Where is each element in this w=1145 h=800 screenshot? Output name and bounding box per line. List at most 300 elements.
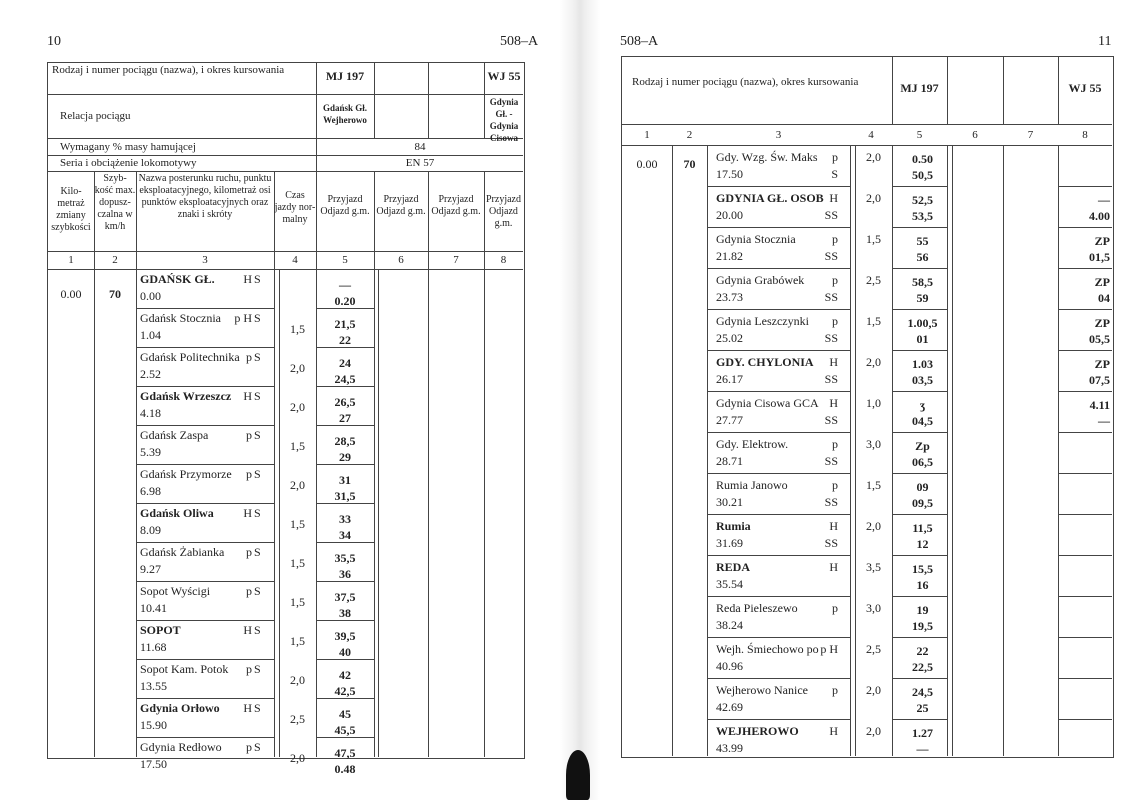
station-name: Gdańsk Wrzeszcz xyxy=(140,389,232,403)
rule-line xyxy=(1058,473,1112,474)
station-mark: p xyxy=(246,428,252,442)
station-name: Wejh. Śmiechowo po xyxy=(716,642,819,656)
station-suffix: S xyxy=(254,740,261,754)
station-km: 17.50 xyxy=(716,167,743,181)
station-km: 6.98 xyxy=(140,484,161,498)
station-mark: H xyxy=(243,389,252,403)
departure-time: 03,5 xyxy=(912,373,933,387)
rule-line xyxy=(707,719,850,720)
rule-line xyxy=(48,94,523,95)
station-km: 43.99 xyxy=(716,741,743,755)
rule-line xyxy=(707,391,850,392)
run-time: 2,0 xyxy=(866,355,881,369)
rule-line xyxy=(316,581,374,582)
station-name: Sopot Kam. Potok xyxy=(140,662,229,676)
rule-line xyxy=(850,145,851,756)
run-time: 2,5 xyxy=(866,642,881,656)
ink-blot xyxy=(566,750,590,800)
departure-time: 29 xyxy=(339,450,351,464)
col-number: 8 xyxy=(500,254,507,266)
train1-number: MJ 197 xyxy=(325,69,365,83)
rule-line xyxy=(892,514,947,515)
arrival-time: 45 xyxy=(339,707,351,721)
station-suffix: S xyxy=(254,467,261,481)
book-gutter xyxy=(560,0,600,800)
departure-time: 40 xyxy=(339,645,351,659)
train2-relation: Gdynia Gł. - Gdynia Cisowa xyxy=(489,97,519,143)
run-time: 1,5 xyxy=(290,595,305,609)
col-number: 3 xyxy=(775,129,782,141)
arrival-time: 22 xyxy=(916,644,929,658)
rule-line xyxy=(1058,432,1112,433)
station-name: Rumia Janowo xyxy=(716,478,788,492)
run-time: 3,0 xyxy=(866,437,881,451)
run-time: 1,5 xyxy=(866,314,881,328)
rule-line xyxy=(1058,268,1112,269)
left-page-number: 10 xyxy=(47,34,61,49)
arrival-time: 24 xyxy=(339,356,351,370)
station-km: 26.17 xyxy=(716,372,743,386)
station-mark: H xyxy=(243,272,252,286)
col-number: 1 xyxy=(68,254,74,266)
rule-line xyxy=(316,386,374,387)
departure-time: 24,5 xyxy=(334,372,356,386)
rule-line xyxy=(136,620,274,621)
station-km: 20.00 xyxy=(716,208,743,222)
departure-time: 04,5 xyxy=(912,414,933,428)
station-suffix: S xyxy=(254,272,261,286)
rule-line xyxy=(707,227,850,228)
station-suffix: S xyxy=(254,623,261,637)
rule-line xyxy=(1058,719,1112,720)
col-arrival-departure-header: Przyjazd Odjazd g.m. xyxy=(376,194,426,217)
departure-time: 38 xyxy=(339,606,351,620)
station-km: 25.02 xyxy=(716,331,743,345)
station-km: 2.52 xyxy=(140,367,161,381)
run-time: 2,5 xyxy=(866,273,881,287)
departure-time: 01 xyxy=(916,332,929,346)
col-number: 8 xyxy=(1082,129,1088,141)
col-speed-header: Szyb- kość max. dopusz- czalna w km/h xyxy=(94,173,136,232)
station-suffix: S xyxy=(254,545,261,559)
station-mark: p xyxy=(246,350,252,364)
departure-time: 16 xyxy=(916,578,929,592)
rule-line xyxy=(892,227,947,228)
rule-line xyxy=(892,555,947,556)
arrival-time: 1.03 xyxy=(912,357,933,371)
station-suffix: SS xyxy=(824,331,838,345)
run-time: 2,0 xyxy=(290,361,305,375)
rule-line xyxy=(48,155,523,156)
departure-time: — xyxy=(916,742,929,756)
rule-line xyxy=(136,425,274,426)
station-mark: p xyxy=(246,467,252,481)
station-name: Gdynia Grabówek xyxy=(716,273,805,287)
rule-line xyxy=(374,62,375,138)
station-name: SOPOT xyxy=(140,623,181,637)
rule-line xyxy=(136,581,274,582)
station-km: 35.54 xyxy=(716,577,743,591)
col-number: 6 xyxy=(972,129,978,141)
rule-line xyxy=(1058,678,1112,679)
col-name-header: Nazwa posterunku ruchu, punktu eksploatacyjnego, kilometraż osi punktów eksploatacyjnych oraz znaki i skróty xyxy=(138,173,272,220)
run-time: 2,0 xyxy=(290,751,305,765)
station-name: Gdynia Orłowo xyxy=(140,701,220,715)
rule-line xyxy=(1058,350,1112,351)
km-start: 0.00 xyxy=(60,287,82,301)
station-km: 31.69 xyxy=(716,536,743,550)
rule-line xyxy=(707,309,850,310)
arrival-time-train2: ZP xyxy=(1094,316,1110,330)
run-time: 2,0 xyxy=(866,724,881,738)
rule-line xyxy=(48,171,523,172)
station-mark: p H xyxy=(234,311,252,325)
station-mark: p xyxy=(832,273,838,287)
departure-time: 36 xyxy=(339,567,351,581)
rodzaj-label: Rodzaj i numer pociągu (nazwa), okres kursowania xyxy=(632,76,859,88)
arrival-time-train2: ZP xyxy=(1094,234,1110,248)
arrival-time-train2: — xyxy=(1098,193,1110,207)
rule-line xyxy=(136,503,274,504)
station-suffix: S xyxy=(831,167,838,181)
departure-time: 50,5 xyxy=(912,168,933,182)
station-suffix: S xyxy=(254,311,261,325)
rule-line xyxy=(952,145,953,756)
departure-time: 53,5 xyxy=(912,209,933,223)
rule-line xyxy=(892,637,947,638)
rule-line xyxy=(136,386,274,387)
arrival-time: 33 xyxy=(339,512,351,526)
rule-line xyxy=(892,268,947,269)
departure-time: 56 xyxy=(916,250,929,264)
run-time: 2,0 xyxy=(866,519,881,533)
station-suffix: S xyxy=(254,350,261,364)
rule-line xyxy=(316,464,374,465)
station-name: REDA xyxy=(716,560,751,574)
rule-line xyxy=(316,737,374,738)
right-page-number: 11 xyxy=(1098,34,1112,49)
seria-label: Seria i obciążenie lokomotywy xyxy=(60,157,197,169)
station-mark: H xyxy=(829,519,838,533)
rule-line xyxy=(892,473,947,474)
col-number: 5 xyxy=(342,254,348,266)
rule-line xyxy=(136,698,274,699)
train2-number: WJ 55 xyxy=(487,69,521,83)
station-km: 11.68 xyxy=(140,640,167,654)
station-suffix: S xyxy=(254,428,261,442)
departure-time: 12 xyxy=(916,537,929,551)
arrival-time: 55 xyxy=(916,234,929,248)
col-arrival-departure-header: Przyjazd Odjazd g.m. xyxy=(431,194,481,217)
arrival-time-train2: 4.11 xyxy=(1089,398,1110,412)
rule-line xyxy=(892,432,947,433)
arrival-time: 19 xyxy=(916,603,929,617)
run-time: 1,5 xyxy=(290,439,305,453)
departure-time: 22 xyxy=(339,333,351,347)
col-number: 4 xyxy=(292,254,298,266)
km-start: 0.00 xyxy=(636,157,658,171)
station-km: 38.24 xyxy=(716,618,743,632)
run-time: 1,5 xyxy=(866,478,881,492)
rule-line xyxy=(316,425,374,426)
station-name: WEJHEROWO xyxy=(716,724,799,738)
station-name: Gdańsk Politechnika xyxy=(140,350,240,364)
speed-limit: 70 xyxy=(109,287,121,301)
departure-time: 09,5 xyxy=(912,496,933,510)
station-name: Gdynia Redłowo xyxy=(140,740,222,754)
rule-line xyxy=(707,473,850,474)
rule-line xyxy=(707,555,850,556)
station-mark: H xyxy=(829,355,838,369)
station-suffix: SS xyxy=(824,208,838,222)
rule-line xyxy=(136,347,274,348)
arrival-time: 0.50 xyxy=(912,152,933,166)
departure-time: 22,5 xyxy=(912,660,933,674)
station-suffix: SS xyxy=(824,290,838,304)
departure-time-train2: 05,5 xyxy=(1089,332,1110,346)
station-name: GDAŃSK GŁ. xyxy=(140,272,215,286)
station-suffix: S xyxy=(254,506,261,520)
station-suffix: SS xyxy=(824,536,838,550)
station-name: Gdańsk Stocznia xyxy=(140,311,221,325)
rule-line xyxy=(707,432,850,433)
left-doc-code: 508–A xyxy=(500,34,539,49)
station-mark: H xyxy=(243,701,252,715)
run-time: 1,5 xyxy=(290,634,305,648)
col-arrival-departure-header: Przyjazd Odjazd g.m. xyxy=(320,194,370,217)
arrival-time: Zp xyxy=(915,439,930,453)
run-time: 1,0 xyxy=(866,396,881,410)
rule-line xyxy=(707,186,850,187)
departure-time: 19,5 xyxy=(912,619,933,633)
station-suffix: SS xyxy=(824,495,838,509)
station-mark: H xyxy=(829,560,838,574)
rule-line xyxy=(136,464,274,465)
station-mark: p xyxy=(832,232,838,246)
rule-line xyxy=(672,145,673,756)
arrival-time: 21,5 xyxy=(334,317,356,331)
col-km-header: Kilo- metraż zmiany szybkości xyxy=(51,186,91,233)
station-km: 21.82 xyxy=(716,249,743,263)
rule-line xyxy=(622,145,1112,146)
rule-line xyxy=(892,350,947,351)
rule-line xyxy=(1003,145,1004,756)
rule-line xyxy=(892,391,947,392)
departure-time: 31,5 xyxy=(334,489,356,503)
station-km: 15.90 xyxy=(140,718,167,732)
rule-line xyxy=(947,145,948,756)
station-mark: p xyxy=(832,601,838,615)
station-name: Gdy. Wzg. Św. Maks xyxy=(716,150,818,164)
arrival-time: 35,5 xyxy=(334,551,356,565)
station-mark: p xyxy=(832,314,838,328)
col-number: 2 xyxy=(686,129,693,141)
departure-time: 42,5 xyxy=(334,684,356,698)
rodzaj-label: Rodzaj i numer pociągu (nazwa), i okres kursowania xyxy=(52,64,285,76)
rule-line xyxy=(892,678,947,679)
station-suffix: S xyxy=(254,389,261,403)
station-km: 17.50 xyxy=(140,757,167,771)
rule-line xyxy=(48,251,523,252)
station-mark: p xyxy=(246,584,252,598)
run-time: 1,5 xyxy=(290,322,305,336)
rule-line xyxy=(316,698,374,699)
arrival-time: 37,5 xyxy=(334,590,356,604)
run-time: 2,0 xyxy=(290,400,305,414)
departure-time: 45,5 xyxy=(334,723,356,737)
wymagany-value: 84 xyxy=(414,141,426,153)
station-suffix: SS xyxy=(824,454,838,468)
seria-value: EN 57 xyxy=(405,157,435,169)
rule-line xyxy=(316,542,374,543)
station-mark: H xyxy=(243,506,252,520)
station-name: GDY. CHYLONIA xyxy=(716,355,814,369)
wymagany-label: Wymagany % masy hamującej xyxy=(60,141,196,153)
station-km: 4.18 xyxy=(140,406,161,420)
right-doc-code: 508–A xyxy=(620,34,659,49)
arrival-time: 52,5 xyxy=(912,193,933,207)
train1-number: MJ 197 xyxy=(900,81,939,95)
station-km: 27.77 xyxy=(716,413,743,427)
station-mark: H xyxy=(829,191,838,205)
station-name: Gdynia Cisowa GCA xyxy=(716,396,819,410)
station-mark: p xyxy=(832,150,838,164)
arrival-time: 1.00,5 xyxy=(907,316,938,330)
station-name: Gdynia Leszczynki xyxy=(716,314,809,328)
station-name: Reda Pieleszewo xyxy=(716,601,798,615)
col-number: 7 xyxy=(1027,129,1034,141)
rule-line xyxy=(48,138,523,139)
rule-line xyxy=(428,62,429,138)
station-km: 23.73 xyxy=(716,290,743,304)
departure-time: 59 xyxy=(916,291,929,305)
station-mark: H xyxy=(829,724,838,738)
arrival-time: 58,5 xyxy=(912,275,933,289)
rule-line xyxy=(316,659,374,660)
col-arrival-departure-header: Przyjazd Odjazd g.m. xyxy=(486,194,521,229)
rule-line xyxy=(1058,227,1112,228)
departure-time-train2: 01,5 xyxy=(1089,250,1110,264)
rule-line xyxy=(316,347,374,348)
rule-line xyxy=(707,637,850,638)
rule-line xyxy=(707,268,850,269)
run-time: 1,5 xyxy=(290,556,305,570)
arrival-time: 28,5 xyxy=(334,434,356,448)
rule-line xyxy=(136,308,274,309)
arrival-time-train2: ZP xyxy=(1094,357,1110,371)
station-mark: p H xyxy=(820,642,838,656)
run-time: 2,0 xyxy=(866,191,881,205)
arrival-time: 24,5 xyxy=(912,685,933,699)
station-name: Gdańsk Zaspa xyxy=(140,428,209,442)
arrival-time: — xyxy=(339,278,351,292)
rule-line xyxy=(707,678,850,679)
col-number: 1 xyxy=(644,129,650,141)
station-mark: p xyxy=(832,437,838,451)
train2-number: WJ 55 xyxy=(1068,81,1102,95)
arrival-time: 31 xyxy=(339,473,351,487)
rule-line xyxy=(892,309,947,310)
col-number: 4 xyxy=(868,129,874,141)
arrival-time: ʒ xyxy=(919,398,926,412)
station-name: GDYNIA GŁ. OSOB xyxy=(716,191,824,205)
col-number: 5 xyxy=(916,129,923,141)
departure-time-train2: 04 xyxy=(1098,291,1110,305)
rule-line xyxy=(622,124,1112,125)
rule-line xyxy=(1058,514,1112,515)
station-name: Sopot Wyścigi xyxy=(140,584,211,598)
departure-time: 06,5 xyxy=(912,455,933,469)
station-name: Gdańsk Żabianka xyxy=(140,545,225,559)
station-name: Gdańsk Oliwa xyxy=(140,506,214,520)
station-km: 9.27 xyxy=(140,562,161,576)
rule-line xyxy=(136,737,274,738)
arrival-time-train2: ZP xyxy=(1094,275,1110,289)
station-km: 30.21 xyxy=(716,495,743,509)
station-suffix: SS xyxy=(824,372,838,386)
rule-line xyxy=(947,56,948,124)
departure-time: 0.20 xyxy=(334,294,356,308)
station-name: Gdy. Elektrow. xyxy=(716,437,789,451)
station-mark: p xyxy=(246,662,252,676)
arrival-time: 26,5 xyxy=(334,395,356,409)
rule-line xyxy=(1058,596,1112,597)
run-time: 2,0 xyxy=(290,478,305,492)
rule-line xyxy=(892,719,947,720)
station-km: 1.04 xyxy=(140,328,161,342)
station-mark: p xyxy=(246,545,252,559)
rule-line xyxy=(1058,391,1112,392)
station-km: 0.00 xyxy=(140,289,161,303)
arrival-time: 42 xyxy=(339,668,351,682)
run-time: 2,0 xyxy=(866,150,881,164)
station-km: 42.69 xyxy=(716,700,743,714)
station-name: Gdańsk Przymorze xyxy=(140,467,232,481)
rule-line xyxy=(316,503,374,504)
departure-time-train2: 4.00 xyxy=(1089,209,1110,223)
rule-line xyxy=(1058,145,1059,756)
run-time: 1,5 xyxy=(866,232,881,246)
arrival-time: 11,5 xyxy=(912,521,933,535)
arrival-time: 15,5 xyxy=(912,562,933,576)
relacja-label: Relacja pociągu xyxy=(60,110,131,122)
station-mark: p xyxy=(246,740,252,754)
col-number: 6 xyxy=(398,254,404,266)
arrival-time: 39,5 xyxy=(334,629,356,643)
rule-line xyxy=(378,269,379,757)
departure-time: 25 xyxy=(916,701,929,715)
rule-line xyxy=(707,350,850,351)
arrival-time: 47,5 xyxy=(334,746,356,760)
rule-line xyxy=(707,514,850,515)
station-km: 13.55 xyxy=(140,679,167,693)
departure-time-train2: 07,5 xyxy=(1089,373,1110,387)
rule-line xyxy=(316,308,374,309)
rule-line xyxy=(707,596,850,597)
rule-line xyxy=(1003,56,1004,124)
run-time: 1,5 xyxy=(290,517,305,531)
station-name: Rumia xyxy=(716,519,751,533)
run-time: 2,0 xyxy=(290,673,305,687)
rule-line xyxy=(1058,637,1112,638)
rule-line xyxy=(1058,186,1112,187)
col-number: 7 xyxy=(453,254,459,266)
departure-time: 0.48 xyxy=(334,762,356,776)
station-mark: p xyxy=(832,683,838,697)
run-time: 2,0 xyxy=(866,683,881,697)
departure-time-train2: — xyxy=(1098,414,1110,428)
rule-line xyxy=(48,269,523,270)
